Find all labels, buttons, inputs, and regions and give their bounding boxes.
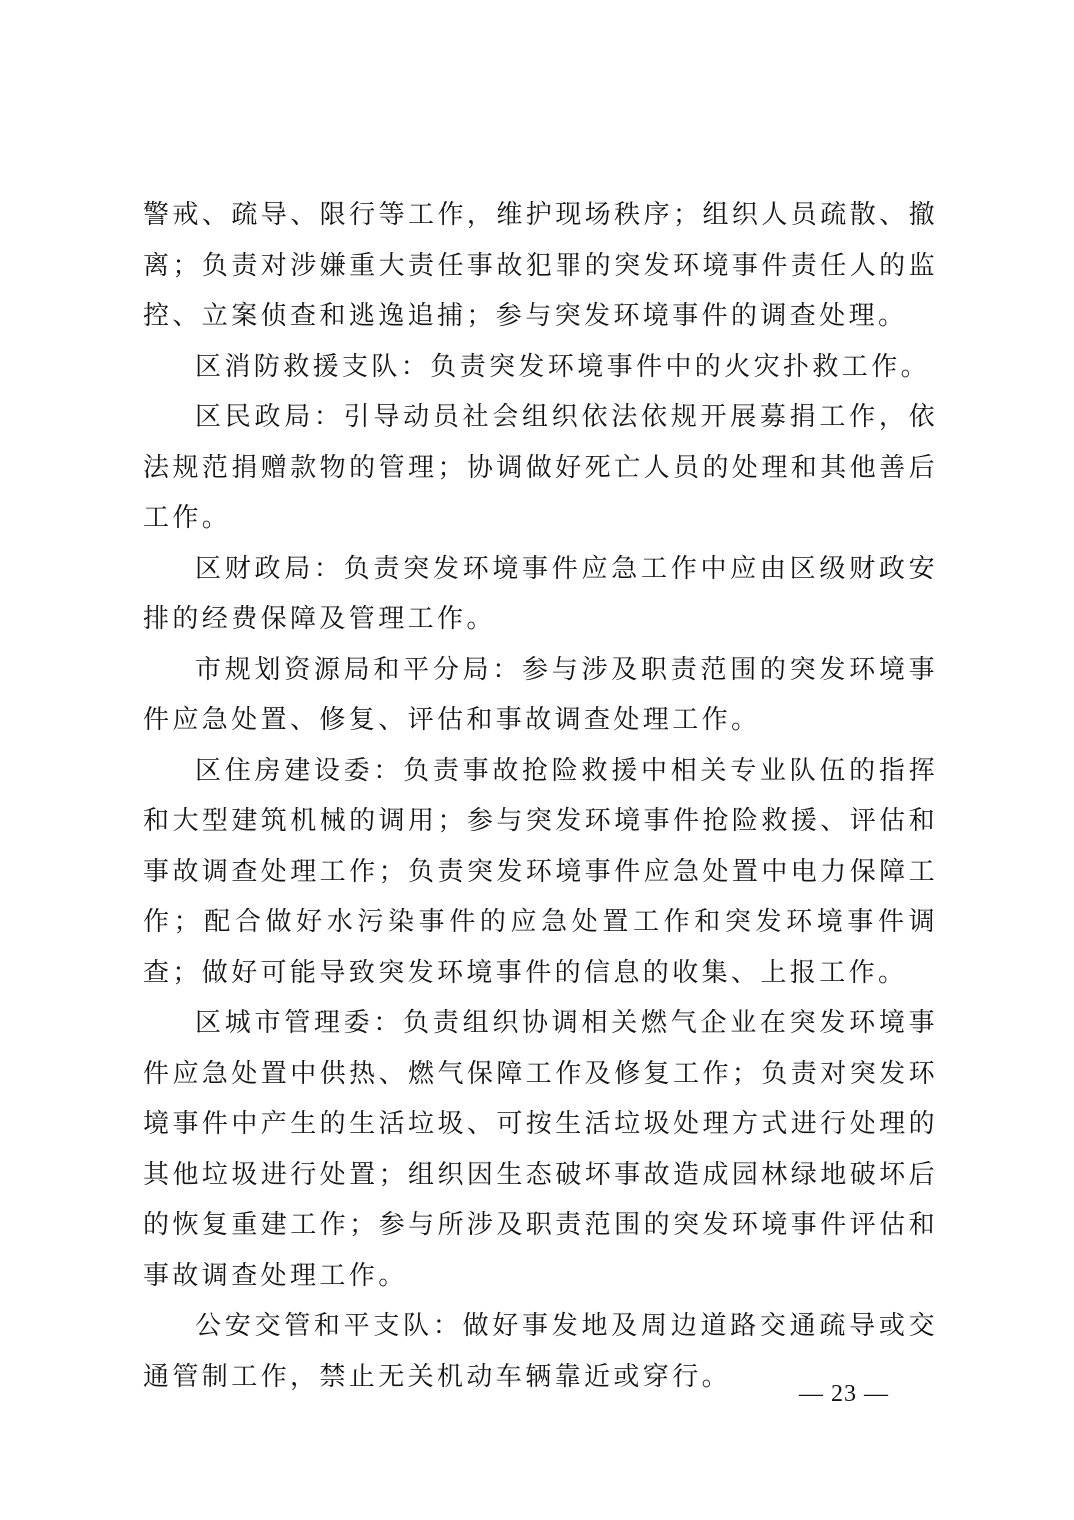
paragraph-finance: 区财政局：负责突发环境事件应急工作中应由区级财政安排的经费保障及管理工作。 [143, 553, 938, 634]
page-number: — 23 — [799, 1381, 889, 1407]
paragraph-fire-rescue: 区消防救援支队：负责突发环境事件中的火灾扑救工作。 [195, 351, 931, 382]
paragraph-continuation: 警戒、疏导、限行等工作，维护现场秩序；组织人员疏散、撤离；负责对涉嫌重大责任事故犯罪的突发环境事件责任人的监控、立案侦查和逃逸追捕；参与突发环境事件的调查处理。 [143, 200, 938, 331]
paragraph-traffic-police: 公安交管和平支队：做好事发地及周边道路交通疏导或交通管制工作，禁止无关机动车辆靠近或穿行。 [143, 1311, 938, 1392]
paragraph-civil-affairs: 区民政局：引导动员社会组织依法依规开展募捐工作，依法规范捐赠款物的管理；协调做好死亡人员的处理和其他善后工作。 [143, 402, 938, 533]
paragraph-planning-resources: 市规划资源局和平分局：参与涉及职责范围的突发环境事件应急处置、修复、评估和事故调查处理工作。 [143, 654, 938, 735]
document-body [143, 190, 938, 1402]
paragraph-housing-construction: 区住房建设委：负责事故抢险救援中相关专业队伍的指挥和大型建筑机械的调用；参与突发环境事件抢险救援、评估和事故调查处理工作；负责突发环境事件应急处置中电力保障工作；配合做好水污染事件的应急处置工作和突发环境事件调查；做好可能导致突发环境事件的信息的收集、上报工作。 [143, 755, 938, 988]
paragraph-urban-management: 区城市管理委：负责组织协调相关燃气企业在突发环境事件应急处置中供热、燃气保障工作及修复工作；负责对突发环境事件中产生的生活垃圾、可按生活垃圾处理方式进行处理的其他垃圾进行处置；组织因生态破坏事故造成园林绿地破坏后的恢复重建工作；参与所涉及职责范围的突发环境事件评估和事故调查处理工作。 [143, 1008, 938, 1291]
